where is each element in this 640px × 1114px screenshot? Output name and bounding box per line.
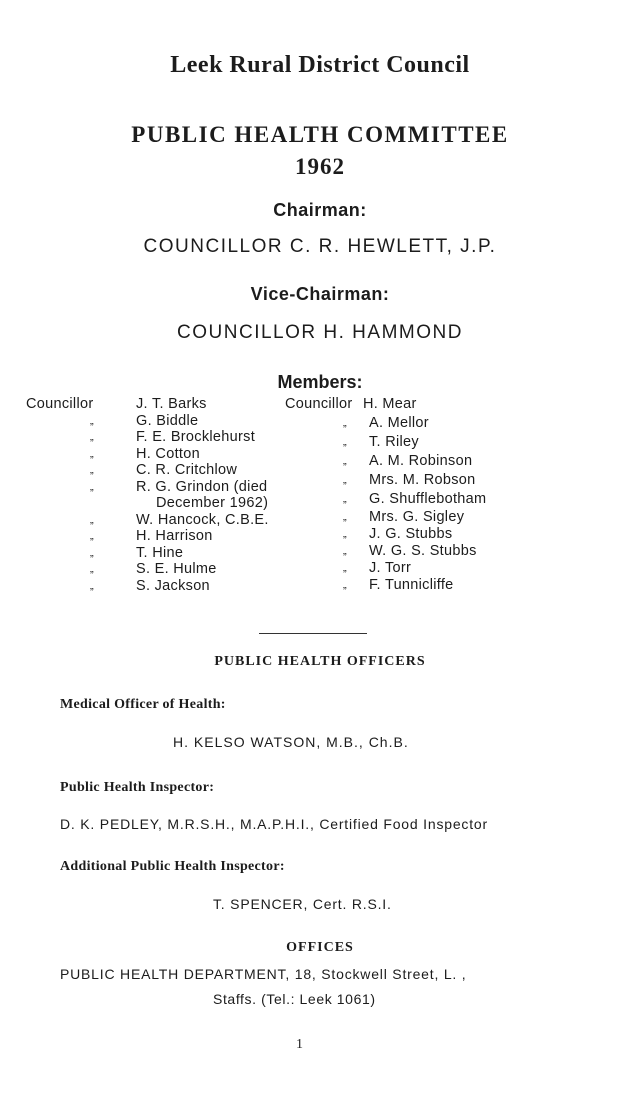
member-row	[26, 561, 316, 578]
additional-inspector-name: T. SPENCER, Cert. R.S.I.	[213, 896, 392, 912]
report-year: 1962	[295, 154, 345, 179]
member-name: R. G. Grindon (died	[136, 478, 268, 495]
member-row	[26, 512, 316, 529]
offices-heading: OFFICES	[286, 940, 354, 955]
member-row	[26, 479, 316, 496]
chairman-label: Chairman:	[273, 200, 367, 220]
member-name: A. M. Robinson	[369, 453, 473, 469]
ditto-mark: „	[90, 579, 94, 592]
member-row	[285, 415, 625, 434]
councillor-prefix: Councillor	[26, 396, 94, 412]
councillor-prefix: Councillor	[285, 396, 353, 412]
ditto-mark: „	[90, 530, 94, 542]
ditto-mark: „	[343, 562, 347, 574]
member-name: G. Biddle	[136, 412, 199, 429]
member-row-continuation	[26, 495, 316, 512]
member-name: Mrs. M. Robson	[369, 472, 476, 488]
member-row	[285, 396, 625, 415]
office-address-line-2: Staffs. (Tel.: Leek 1061)	[213, 991, 376, 1007]
ditto-mark: „	[343, 436, 347, 448]
ditto-mark: „	[343, 417, 347, 429]
member-name: H. Cotton	[136, 445, 200, 462]
member-row	[285, 491, 625, 509]
ditto-mark: „	[343, 493, 347, 505]
member-row	[26, 528, 316, 545]
health-inspector-label: Public Health Inspector:	[60, 780, 215, 795]
member-row	[285, 509, 625, 526]
member-row	[285, 526, 625, 543]
member-name: S. Jackson	[136, 577, 210, 594]
ditto-mark: „	[90, 447, 94, 460]
member-row	[26, 413, 316, 430]
member-name: T. Riley	[369, 434, 419, 450]
member-name: J. T. Barks	[136, 396, 207, 412]
ditto-mark: „	[90, 546, 94, 559]
ditto-mark: „	[343, 455, 347, 467]
member-name: F. Tunnicliffe	[369, 577, 454, 593]
ditto-mark: „	[343, 511, 347, 523]
vice-chairman-name: COUNCILLOR H. HAMMOND	[177, 322, 463, 343]
section-divider	[259, 633, 367, 634]
member-name: J. G. Stubbs	[369, 526, 453, 542]
member-name: F. E. Brocklehurst	[136, 429, 256, 445]
member-row	[26, 446, 316, 463]
member-row	[285, 543, 625, 560]
member-row	[285, 453, 625, 472]
member-name: Mrs. G. Sigley	[369, 509, 465, 525]
ditto-mark: „	[90, 431, 94, 443]
members-label: Members:	[277, 372, 363, 392]
member-name: C. R. Critchlow	[136, 462, 238, 478]
ditto-mark: „	[90, 480, 94, 493]
medical-officer-name: H. KELSO WATSON, M.B., Ch.B.	[173, 734, 409, 750]
council-title: Leek Rural District Council	[170, 52, 470, 78]
page-number: 1	[296, 1037, 303, 1052]
ditto-mark: „	[90, 414, 94, 427]
member-row	[285, 434, 625, 453]
chairman-name: COUNCILLOR C. R. HEWLETT, J.P.	[143, 236, 497, 257]
member-row	[285, 577, 625, 594]
ditto-mark: „	[90, 563, 94, 575]
members-right-column	[285, 396, 625, 594]
member-row	[26, 578, 316, 595]
medical-officer-label: Medical Officer of Health:	[60, 697, 226, 712]
health-inspector-name: D. K. PEDLEY, M.R.S.H., M.A.P.H.I., Certified Food Inspector	[60, 816, 488, 832]
member-name: W. G. S. Stubbs	[369, 543, 477, 559]
member-name: W. Hancock, C.B.E.	[136, 511, 269, 528]
committee-title: PUBLIC HEALTH COMMITTEE	[131, 122, 509, 147]
ditto-mark: „	[343, 474, 347, 486]
member-name: A. Mellor	[369, 415, 429, 431]
ditto-mark: „	[90, 513, 94, 526]
member-row	[26, 429, 316, 446]
ditto-mark: „	[90, 464, 94, 476]
member-row	[285, 472, 625, 491]
member-name: G. Shufflebotham	[369, 491, 487, 507]
member-name-continuation: December 1962)	[156, 495, 269, 511]
member-row	[26, 396, 316, 413]
member-name: H. Harrison	[136, 528, 213, 544]
officers-heading: PUBLIC HEALTH OFFICERS	[214, 654, 426, 669]
ditto-mark: „	[343, 545, 347, 557]
ditto-mark: „	[343, 579, 347, 591]
member-row	[26, 545, 316, 562]
vice-chairman-label: Vice-Chairman:	[250, 284, 390, 304]
members-left-column	[26, 396, 316, 594]
additional-inspector-label: Additional Public Health Inspector:	[60, 859, 285, 874]
member-name: H. Mear	[363, 396, 417, 412]
member-row	[26, 462, 316, 479]
member-name: S. E. Hulme	[136, 561, 217, 577]
member-name: J. Torr	[369, 560, 412, 576]
member-row	[285, 560, 625, 577]
ditto-mark: „	[343, 528, 347, 540]
office-address-line-1: PUBLIC HEALTH DEPARTMENT, 18, Stockwell Street, L. ,	[60, 966, 467, 982]
member-name: T. Hine	[136, 544, 184, 561]
